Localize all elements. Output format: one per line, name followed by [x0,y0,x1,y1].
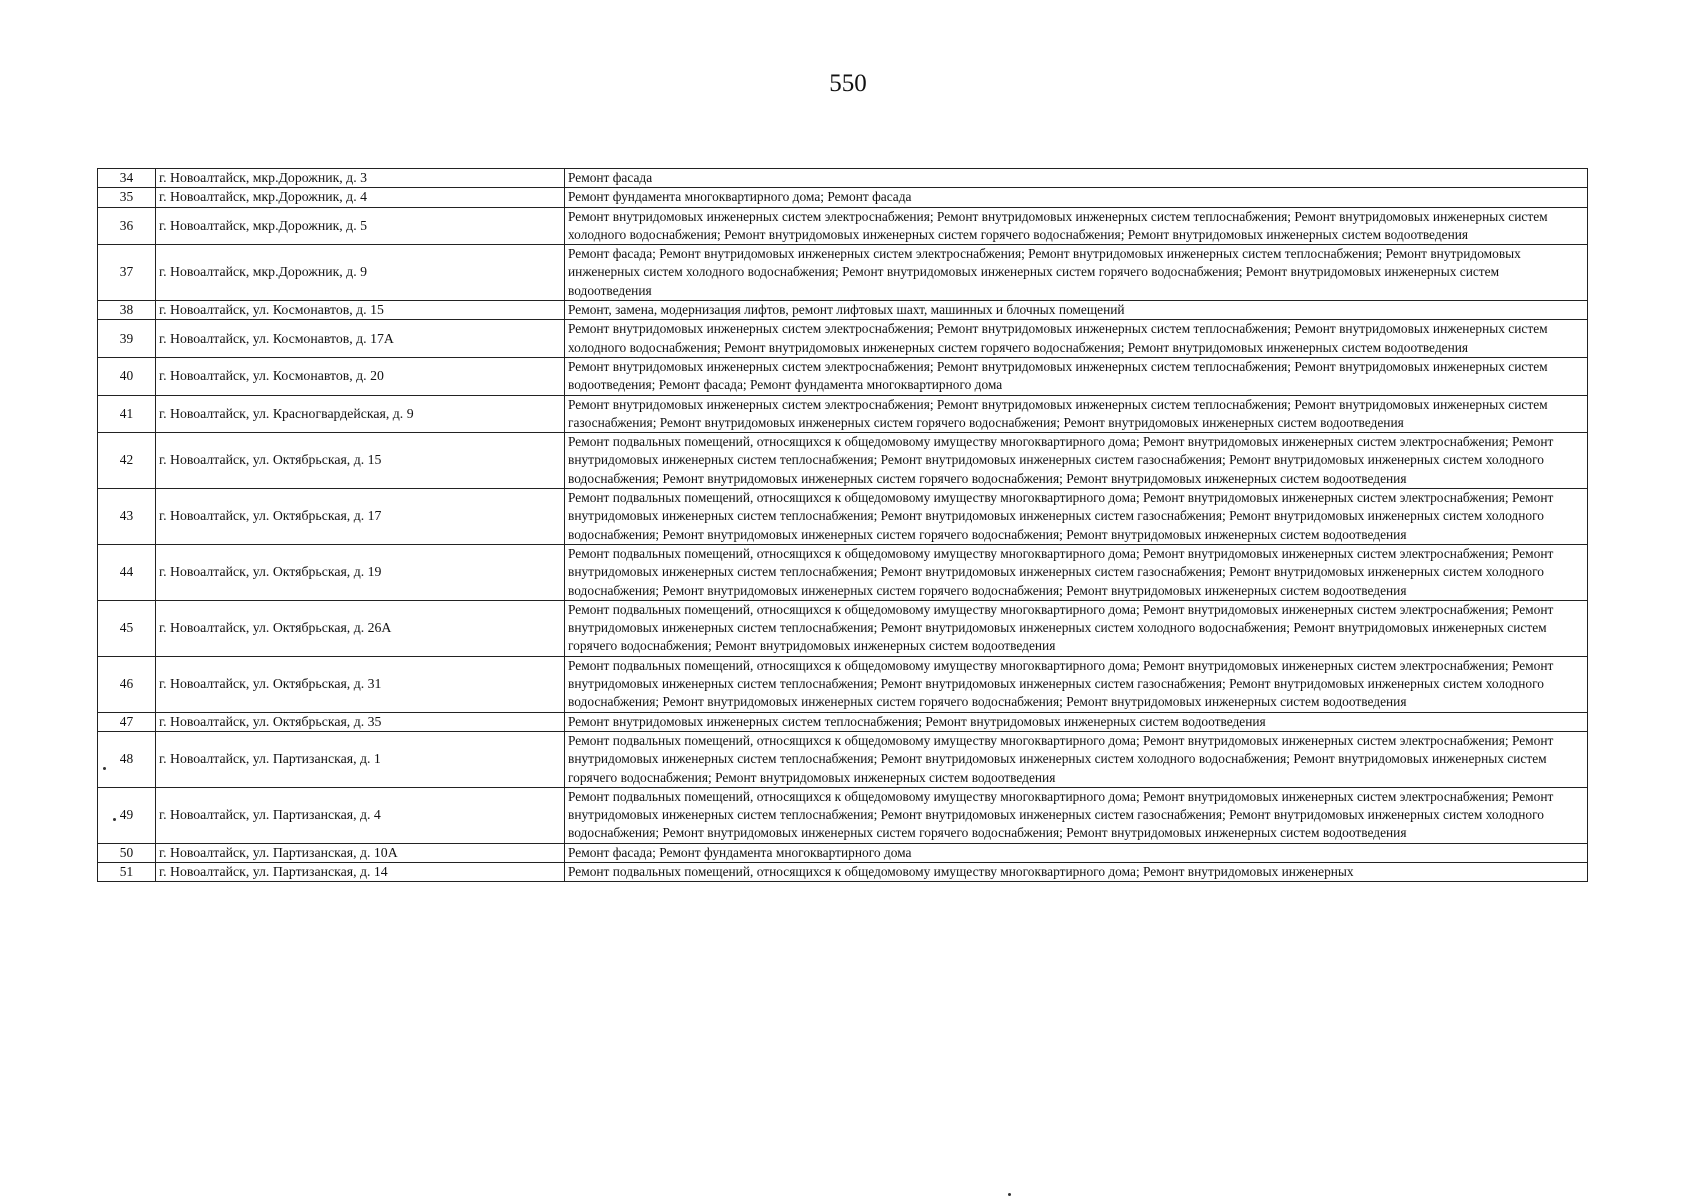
row-number: 41 [98,395,156,433]
table-row [98,245,1588,301]
address-cell: г. Новоалтайск, ул. Октябрьская, д. 19 [156,544,565,600]
scan-speck [1008,1193,1011,1196]
address-cell: г. Новоалтайск, ул. Красногвардейская, д. 9 [156,395,565,433]
works-cell: Ремонт, замена, модернизация лифтов, ремонт лифтовых шахт, машинных и блочных помещений [565,301,1588,320]
address-cell: г. Новоалтайск, мкр.Дорожник, д. 9 [156,245,565,301]
table-row [98,712,1588,731]
works-cell: Ремонт внутридомовых инженерных систем электроснабжения; Ремонт внутридомовых инженерных систем теплоснабжения; Ремонт внутридомовых инженерных систем газоснабжения; Ремонт внутридомовых инженерных систем горячего водоснабжения; Ремонт внутридомовых инженерных систем водоотведения [565,395,1588,433]
table-row [98,600,1588,656]
table-row [98,357,1588,395]
row-number: 48 [98,731,156,787]
address-cell: г. Новоалтайск, мкр.Дорожник, д. 5 [156,207,565,245]
row-number: 43 [98,489,156,545]
works-cell: Ремонт подвальных помещений, относящихся к общедомовому имуществу многоквартирного дома; Ремонт внутридомовых инженерных систем электроснабжения; Ремонт внутридомовых инженерных систем теплоснабжения; Ремонт внутридомовых инженерных систем газоснабжения; Ремонт внутридомовых инженерных систем холодного водоснабжения; Ремонт внутридомовых инженерных систем горячего водоснабжения; Ремонт внутридомовых инженерных систем водоотведения [565,787,1588,843]
address-cell: г. Новоалтайск, ул. Космонавтов, д. 17А [156,320,565,358]
works-cell: Ремонт подвальных помещений, относящихся к общедомовому имуществу многоквартирного дома; Ремонт внутридомовых инженерных [565,862,1588,881]
table-row [98,207,1588,245]
table-row [98,862,1588,881]
page-number: 550 [829,70,867,97]
row-number: 37 [98,245,156,301]
works-cell: Ремонт внутридомовых инженерных систем электроснабжения; Ремонт внутридомовых инженерных систем теплоснабжения; Ремонт внутридомовых инженерных систем холодного водоснабжения; Ремонт внутридомовых инженерных систем горячего водоснабжения; Ремонт внутридомовых инженерных систем водоотведения [565,320,1588,358]
row-number: 50 [98,843,156,862]
works-cell: Ремонт подвальных помещений, относящихся к общедомовому имуществу многоквартирного дома; Ремонт внутридомовых инженерных систем электроснабжения; Ремонт внутридомовых инженерных систем теплоснабжения; Ремонт внутридомовых инженерных систем газоснабжения; Ремонт внутридомовых инженерных систем холодного водоснабжения; Ремонт внутридомовых инженерных систем горячего водоснабжения; Ремонт внутридомовых инженерных систем водоотведения [565,433,1588,489]
table-row [98,843,1588,862]
scan-speck [113,818,116,821]
scan-speck [103,767,106,770]
address-cell: г. Новоалтайск, ул. Октябрьская, д. 15 [156,433,565,489]
works-cell: Ремонт внутридомовых инженерных систем электроснабжения; Ремонт внутридомовых инженерных систем теплоснабжения; Ремонт внутридомовых инженерных систем холодного водоснабжения; Ремонт внутридомовых инженерных систем горячего водоснабжения; Ремонт внутридомовых инженерных систем водоотведения [565,207,1588,245]
table-row [98,656,1588,712]
address-cell: г. Новоалтайск, ул. Партизанская, д. 4 [156,787,565,843]
works-cell: Ремонт внутридомовых инженерных систем электроснабжения; Ремонт внутридомовых инженерных систем теплоснабжения; Ремонт внутридомовых инженерных систем водоотведения; Ремонт фасада; Ремонт фундамента многоквартирного дома [565,357,1588,395]
address-cell: г. Новоалтайск, ул. Космонавтов, д. 20 [156,357,565,395]
works-cell: Ремонт фундамента многоквартирного дома; Ремонт фасада [565,188,1588,207]
row-number: 49 [98,787,156,843]
address-cell: г. Новоалтайск, ул. Партизанская, д. 10А [156,843,565,862]
works-cell: Ремонт фасада; Ремонт фундамента многоквартирного дома [565,843,1588,862]
works-cell: Ремонт подвальных помещений, относящихся к общедомовому имуществу многоквартирного дома; Ремонт внутридомовых инженерных систем электроснабжения; Ремонт внутридомовых инженерных систем теплоснабжения; Ремонт внутридомовых инженерных систем газоснабжения; Ремонт внутридомовых инженерных систем холодного водоснабжения; Ремонт внутридомовых инженерных систем горячего водоснабжения; Ремонт внутридомовых инженерных систем водоотведения [565,489,1588,545]
table-row [98,169,1588,188]
table-row [98,489,1588,545]
works-cell: Ремонт подвальных помещений, относящихся к общедомовому имуществу многоквартирного дома; Ремонт внутридомовых инженерных систем электроснабжения; Ремонт внутридомовых инженерных систем теплоснабжения; Ремонт внутридомовых инженерных систем холодного водоснабжения; Ремонт внутридомовых инженерных систем горячего водоснабжения; Ремонт внутридомовых инженерных систем водоотведения [565,600,1588,656]
table-row [98,320,1588,358]
works-cell: Ремонт фасада; Ремонт внутридомовых инженерных систем электроснабжения; Ремонт внутридомовых инженерных систем теплоснабжения; Ремонт внутридомовых инженерных систем холодного водоснабжения; Ремонт внутридомовых инженерных систем горячего водоснабжения; Ремонт внутридомовых инженерных систем водоотведения [565,245,1588,301]
works-table-container [97,168,1588,882]
address-cell: г. Новоалтайск, ул. Космонавтов, д. 15 [156,301,565,320]
row-number: 36 [98,207,156,245]
row-number: 47 [98,712,156,731]
table-row [98,301,1588,320]
table-row [98,544,1588,600]
address-cell: г. Новоалтайск, ул. Партизанская, д. 14 [156,862,565,881]
row-number: 35 [98,188,156,207]
row-number: 40 [98,357,156,395]
row-number: 45 [98,600,156,656]
address-cell: г. Новоалтайск, мкр.Дорожник, д. 3 [156,169,565,188]
row-number: 46 [98,656,156,712]
address-cell: г. Новоалтайск, ул. Октябрьская, д. 35 [156,712,565,731]
address-cell: г. Новоалтайск, ул. Партизанская, д. 1 [156,731,565,787]
table-row [98,395,1588,433]
works-cell: Ремонт фасада [565,169,1588,188]
table-row [98,433,1588,489]
table-row [98,787,1588,843]
row-number: 34 [98,169,156,188]
row-number: 44 [98,544,156,600]
address-cell: г. Новоалтайск, ул. Октябрьская, д. 31 [156,656,565,712]
works-cell: Ремонт подвальных помещений, относящихся к общедомовому имуществу многоквартирного дома; Ремонт внутридомовых инженерных систем электроснабжения; Ремонт внутридомовых инженерных систем теплоснабжения; Ремонт внутридомовых инженерных систем газоснабжения; Ремонт внутридомовых инженерных систем холодного водоснабжения; Ремонт внутридомовых инженерных систем горячего водоснабжения; Ремонт внутридомовых инженерных систем водоотведения [565,544,1588,600]
works-table [97,168,1588,882]
table-row [98,188,1588,207]
table-row [98,731,1588,787]
row-number: 51 [98,862,156,881]
works-cell: Ремонт подвальных помещений, относящихся к общедомовому имуществу многоквартирного дома; Ремонт внутридомовых инженерных систем электроснабжения; Ремонт внутридомовых инженерных систем теплоснабжения; Ремонт внутридомовых инженерных систем холодного водоснабжения; Ремонт внутридомовых инженерных систем горячего водоснабжения; Ремонт внутридомовых инженерных систем водоотведения [565,731,1588,787]
works-cell: Ремонт подвальных помещений, относящихся к общедомовому имуществу многоквартирного дома; Ремонт внутридомовых инженерных систем электроснабжения; Ремонт внутридомовых инженерных систем теплоснабжения; Ремонт внутридомовых инженерных систем газоснабжения; Ремонт внутридомовых инженерных систем холодного водоснабжения; Ремонт внутридомовых инженерных систем горячего водоснабжения; Ремонт внутридомовых инженерных систем водоотведения [565,656,1588,712]
row-number: 39 [98,320,156,358]
row-number: 38 [98,301,156,320]
address-cell: г. Новоалтайск, ул. Октябрьская, д. 17 [156,489,565,545]
address-cell: г. Новоалтайск, мкр.Дорожник, д. 4 [156,188,565,207]
address-cell: г. Новоалтайск, ул. Октябрьская, д. 26А [156,600,565,656]
works-cell: Ремонт внутридомовых инженерных систем теплоснабжения; Ремонт внутридомовых инженерных систем водоотведения [565,712,1588,731]
row-number: 42 [98,433,156,489]
works-table-body [98,169,1588,882]
